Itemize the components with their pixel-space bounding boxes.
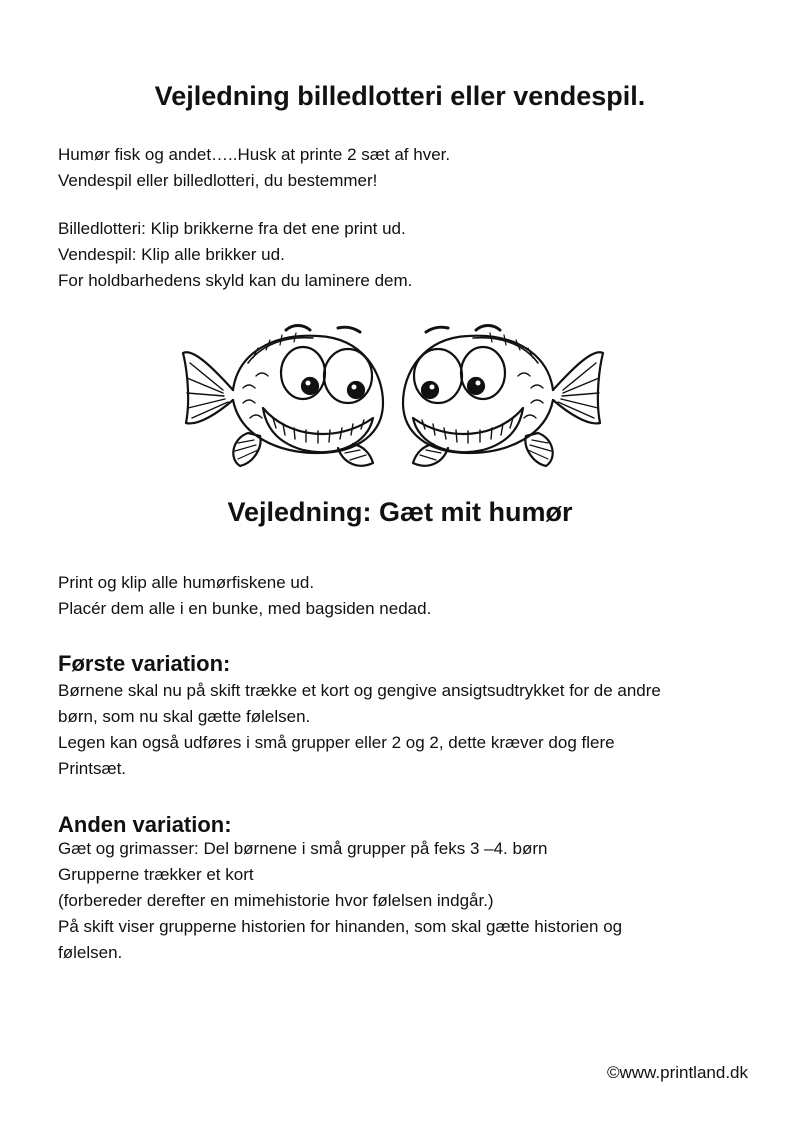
variation-1-heading: Første variation: [58,651,231,676]
intro-line: Vendespil: Klip alle brikker ud. [58,245,285,264]
variation-2-line: Grupperne trækker et kort [58,865,254,884]
intro-line: Vendespil eller billedlotteri, du bestemmer! [58,171,378,190]
footer-credit: ©www.printland.dk [606,1063,748,1082]
game-line: Placér dem alle i en bunke, med bagsiden nedad. [58,599,432,618]
variation-1-line: børn, som nu skal gætte følelsen. [58,707,311,726]
page-title: Vejledning billedlotteri eller vendespil. [154,81,646,111]
intro-paragraph-2 [58,216,758,294]
variation-2-line: På skift viser grupperne historien for hinanden, som skal gætte historien og [58,917,623,936]
variation-1-line: Legen kan også udføres i små grupper eller 2 og 2, dette kræver dog flere [58,733,615,752]
game-line: Print og klip alle humørfiskene ud. [58,573,315,592]
variation-1-line: Printsæt. [58,759,127,778]
variation-2-line: Gæt og grimasser: Del børnene i små grupper på feks 3 –4. børn [58,839,548,858]
variation-1-line: Børnene skal nu på skift trække et kort og gengive ansigtsudtrykket for de andre [58,681,661,700]
left-fish-icon [183,326,383,467]
intro-line: Humør fisk og andet…..Husk at printe 2 sæt af hver. [58,145,451,164]
section-title-game: Vejledning: Gæt mit humør [227,497,573,527]
game-instructions [58,570,758,622]
variation-2-heading: Anden variation: [58,812,232,837]
two-smiling-fish-illustration [178,318,608,473]
variation-2-text [58,836,758,966]
right-fish-icon [403,326,603,467]
variation-2-line: følelsen. [58,943,123,962]
variation-1-text [58,678,758,782]
intro-paragraph-1 [58,142,758,194]
intro-line: For holdbarhedens skyld kan du laminere dem. [58,271,413,290]
intro-line: Billedlotteri: Klip brikkerne fra det ene print ud. [58,219,406,238]
variation-2-line: (forbereder derefter en mimehistorie hvor følelsen indgår.) [58,891,494,910]
